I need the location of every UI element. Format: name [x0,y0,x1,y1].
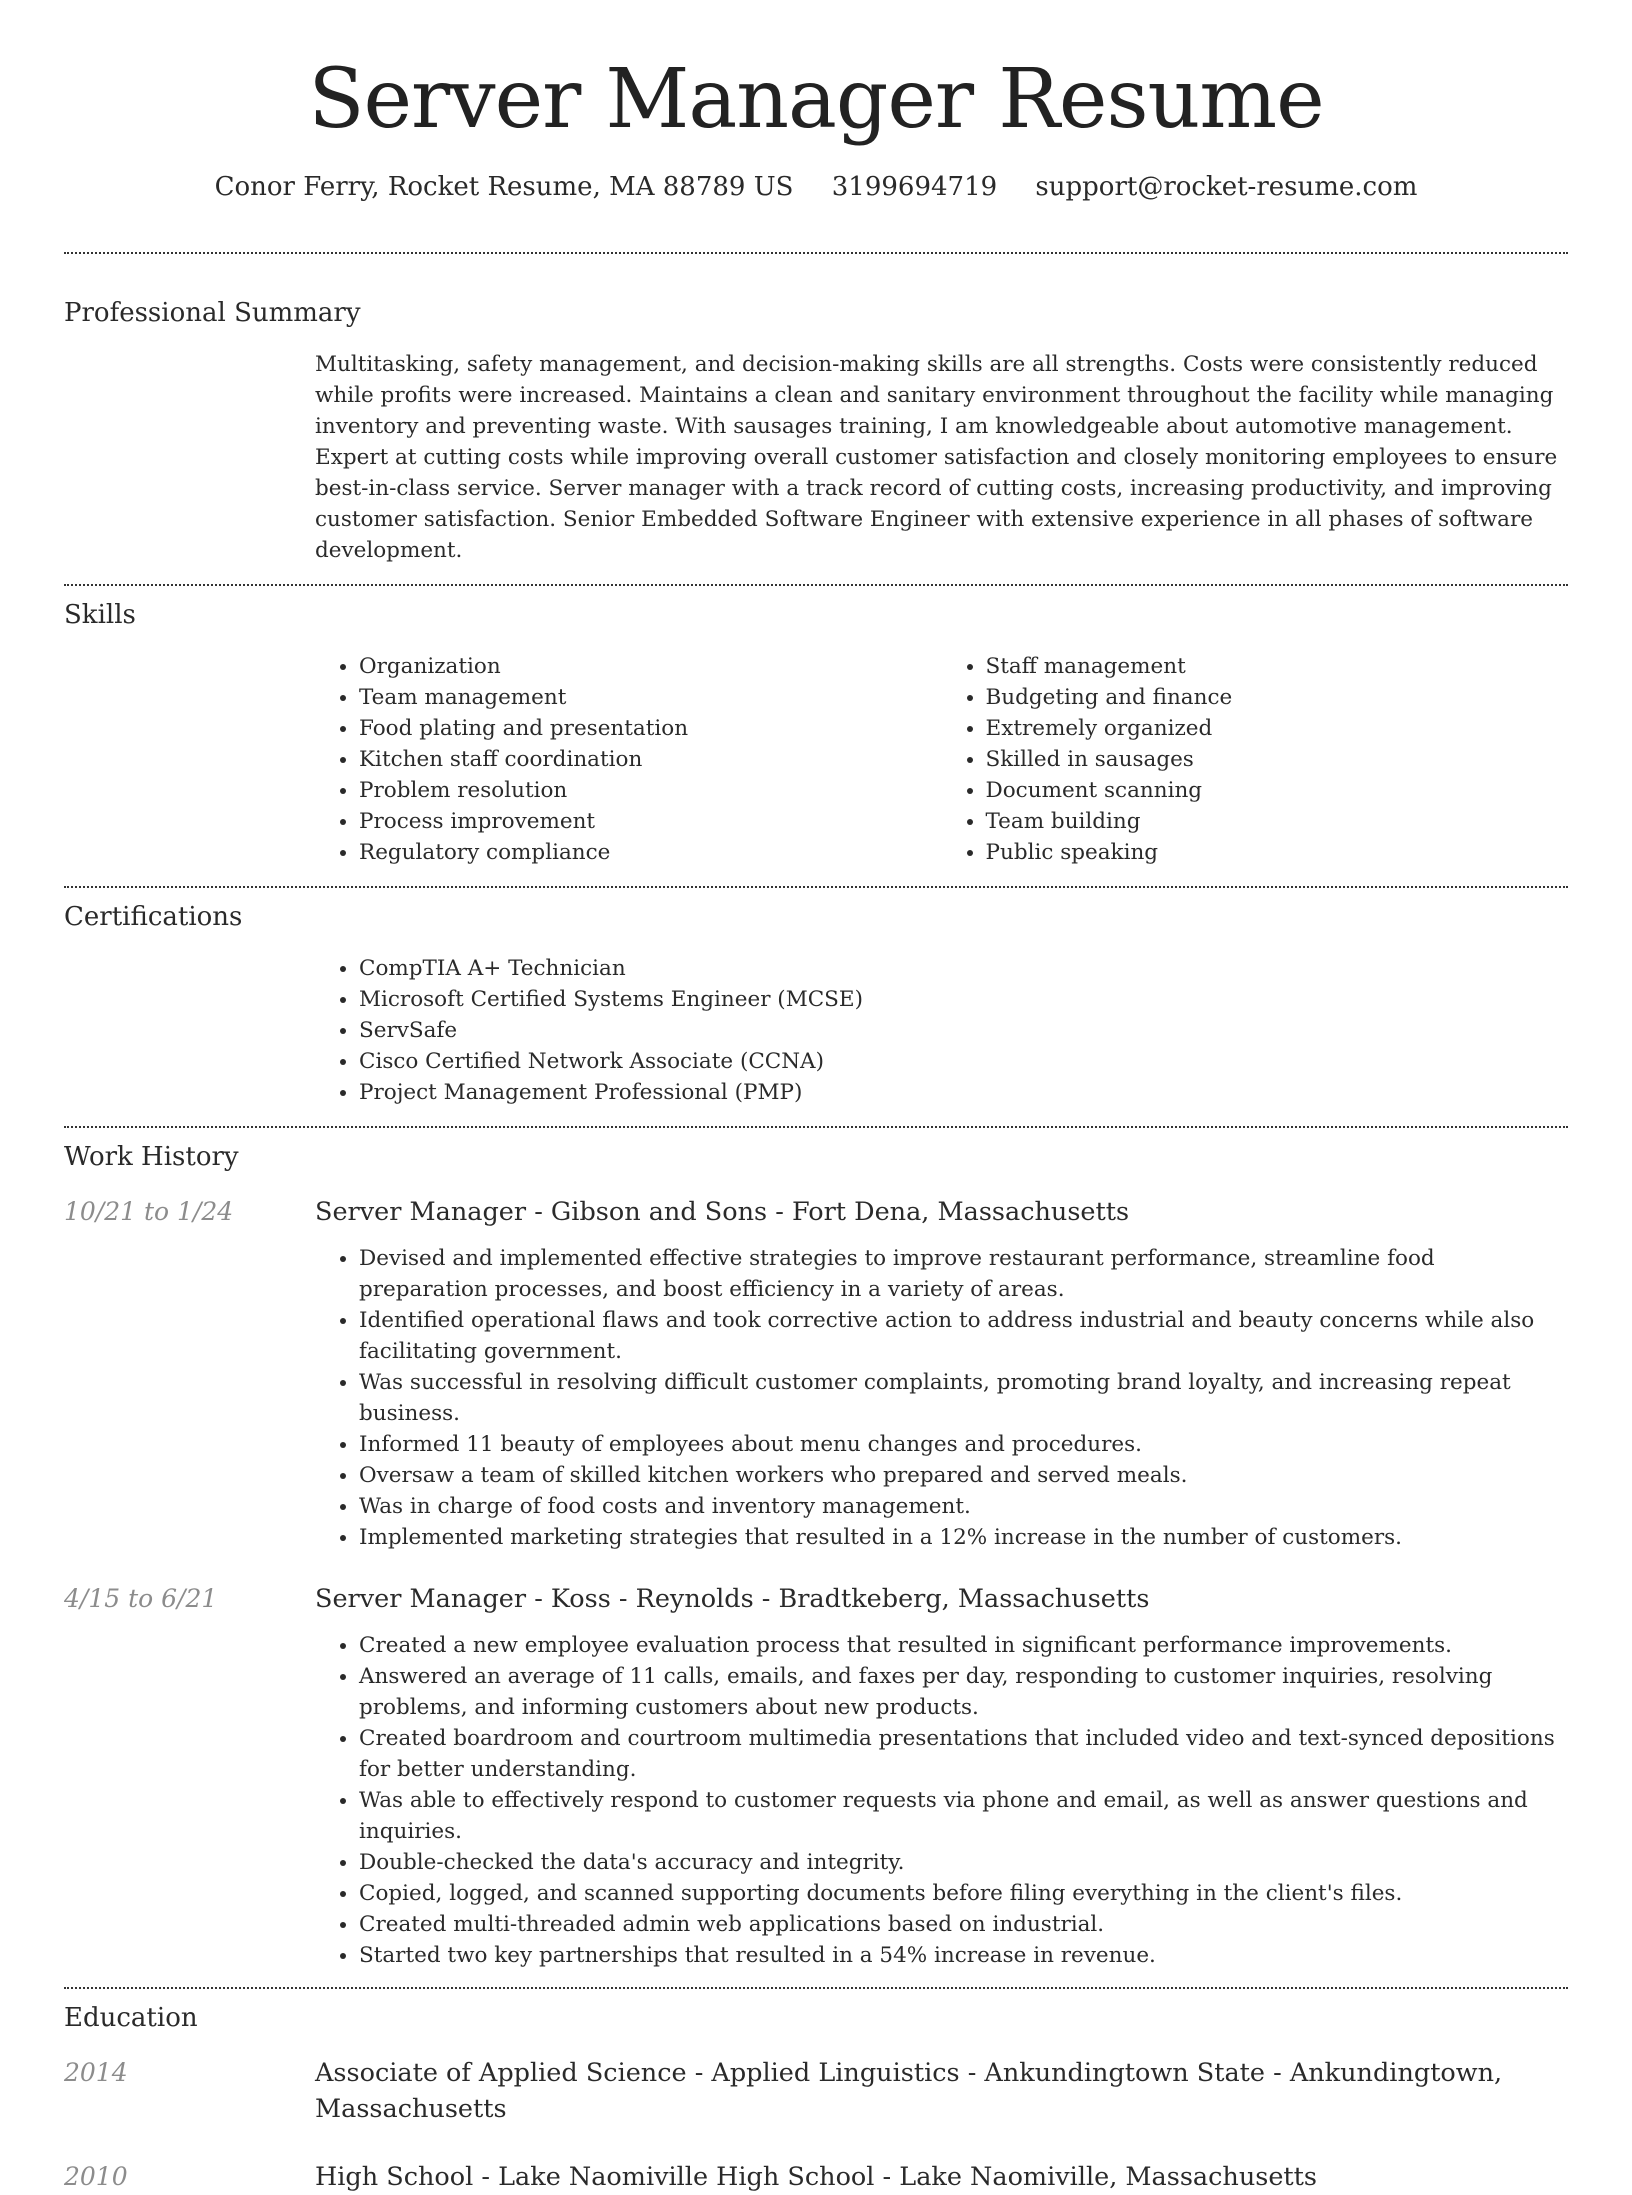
job-bullet: • Started two key partnerships that resulted in a 54% increase in revenue. [359,1940,1568,1971]
job-bullet: • Was successful in resolving difficult customer complaints, promoting brand loyalty, and increasing repeat business. [359,1367,1568,1429]
job-bullets [315,1243,1568,1553]
job-bullet: • Oversaw a team of skilled kitchen workers who prepared and served meals. [359,1460,1568,1491]
skill-item: • Staff management [986,651,1569,682]
skill-item: • Budgeting and finance [986,682,1569,713]
education-entry [64,2055,1568,2127]
certification-item: • Microsoft Certified Systems Engineer (MCSE) [359,984,1568,1015]
contact-phone: 3199694719 [831,172,998,202]
job-title: Server Manager - Koss - Reynolds - Bradtkeberg, Massachusetts [315,1584,1150,1614]
summary-section [64,254,1568,584]
skill-item: • Problem resolution [359,775,942,806]
skill-item: • Regulatory compliance [359,837,942,868]
job-bullet: • Created a new employee evaluation process that resulted in significant performance improvements. [359,1630,1568,1661]
skill-item: • Team management [359,682,942,713]
job-entry [64,1194,1568,1553]
work-history-section [64,1128,1568,1987]
certifications-list [315,953,1568,1126]
job-bullet: • Identified operational flaws and took corrective action to address industrial and beauty concerns while also facilitating government. [359,1305,1568,1367]
job-date: 4/15 to 6/21 [64,1584,218,1613]
education-title: Associate of Applied Science - Applied Linguistics - Ankundingtown State - Ankundingtown, Massachusetts [315,2058,1503,2124]
education-title: High School - Lake Naomiville High School - Lake Naomiville, Massachusetts [315,2162,1318,2192]
skill-item: • Public speaking [986,837,1569,868]
job-bullet: • Created multi-threaded admin web applications based on industrial. [359,1909,1568,1940]
skill-item: • Organization [359,651,942,682]
skills-grid [315,651,1568,886]
education-date: 2014 [64,2058,128,2087]
job-bullet: • Answered an average of 11 calls, emails, and faxes per day, responding to customer inquiries, resolving problems, and informing customers about new products. [359,1661,1568,1723]
job-bullet: • Informed 11 beauty of employees about menu changes and procedures. [359,1429,1568,1460]
job-header [64,1194,1568,1230]
skills-list-right [942,651,1569,868]
summary-heading: Professional Summary [64,298,361,328]
job-bullet: • Was able to effectively respond to customer requests via phone and email, as well as answer questions and inquiries. [359,1785,1568,1847]
job-bullet: • Double-checked the data's accuracy and integrity. [359,1847,1568,1878]
certifications-section [64,888,1568,1126]
job-bullet: • Was in charge of food costs and inventory management. [359,1491,1568,1522]
certification-item: • ServSafe [359,1015,1568,1046]
job-bullet: • Copied, logged, and scanned supporting documents before filing everything in the client's files. [359,1878,1568,1909]
job-header [64,1581,1568,1617]
resume-title: Server Manager Resume [308,52,1324,147]
skill-item: • Skilled in sausages [986,744,1569,775]
contact-address: Conor Ferry, Rocket Resume, MA 88789 US [214,172,794,202]
education-entry [64,2159,1568,2195]
skill-item: • Extremely organized [986,713,1569,744]
contact-line [64,170,1568,204]
skill-item: • Food plating and presentation [359,713,942,744]
summary-text: Multitasking, safety management, and decision-making skills are all strengths. Costs were consistently reduced while profits were increased. Maintains a clean and sanitary environment throughout the facility while managing inventory and preventing waste. With sausages training, I am knowledgeable about automotive management. Expert at cutting costs while improving overall customer satisfaction and closely monitoring employees to ensure best-in-class service. Server manager with a track record of cutting costs, increasing productivity, and improving customer satisfaction. Senior Embedded Software Engineer with extensive experience in all phases of software development. [315,352,1558,563]
job-bullet: • Created boardroom and courtroom multimedia presentations that included video and text-synced depositions for better understanding. [359,1723,1568,1785]
skills-list-left [315,651,942,868]
certification-item: • CompTIA A+ Technician [359,953,1568,984]
job-entry [64,1581,1568,1987]
skill-item: • Process improvement [359,806,942,837]
education-date: 2010 [64,2162,128,2191]
skills-heading: Skills [64,600,136,630]
skill-item: • Document scanning [986,775,1569,806]
job-bullets [315,1630,1568,1987]
skill-item: • Kitchen staff coordination [359,744,942,775]
work-history-heading: Work History [64,1142,239,1172]
contact-email: support@rocket-resume.com [1035,172,1418,202]
job-date: 10/21 to 1/24 [64,1197,234,1226]
job-title: Server Manager - Gibson and Sons - Fort Dena, Massachusetts [315,1197,1130,1227]
certification-item: • Cisco Certified Network Associate (CCNA) [359,1046,1568,1077]
skill-item: • Team building [986,806,1569,837]
certifications-heading: Certifications [64,902,243,932]
certification-item: • Project Management Professional (PMP) [359,1077,1568,1108]
education-heading: Education [64,2003,198,2033]
job-bullet: • Devised and implemented effective strategies to improve restaurant performance, streamline food preparation processes, and boost efficiency in a variety of areas. [359,1243,1568,1305]
job-bullet: • Implemented marketing strategies that resulted in a 12% increase in the number of customers. [359,1522,1568,1553]
skills-section [64,586,1568,886]
education-section [64,1989,1568,2195]
